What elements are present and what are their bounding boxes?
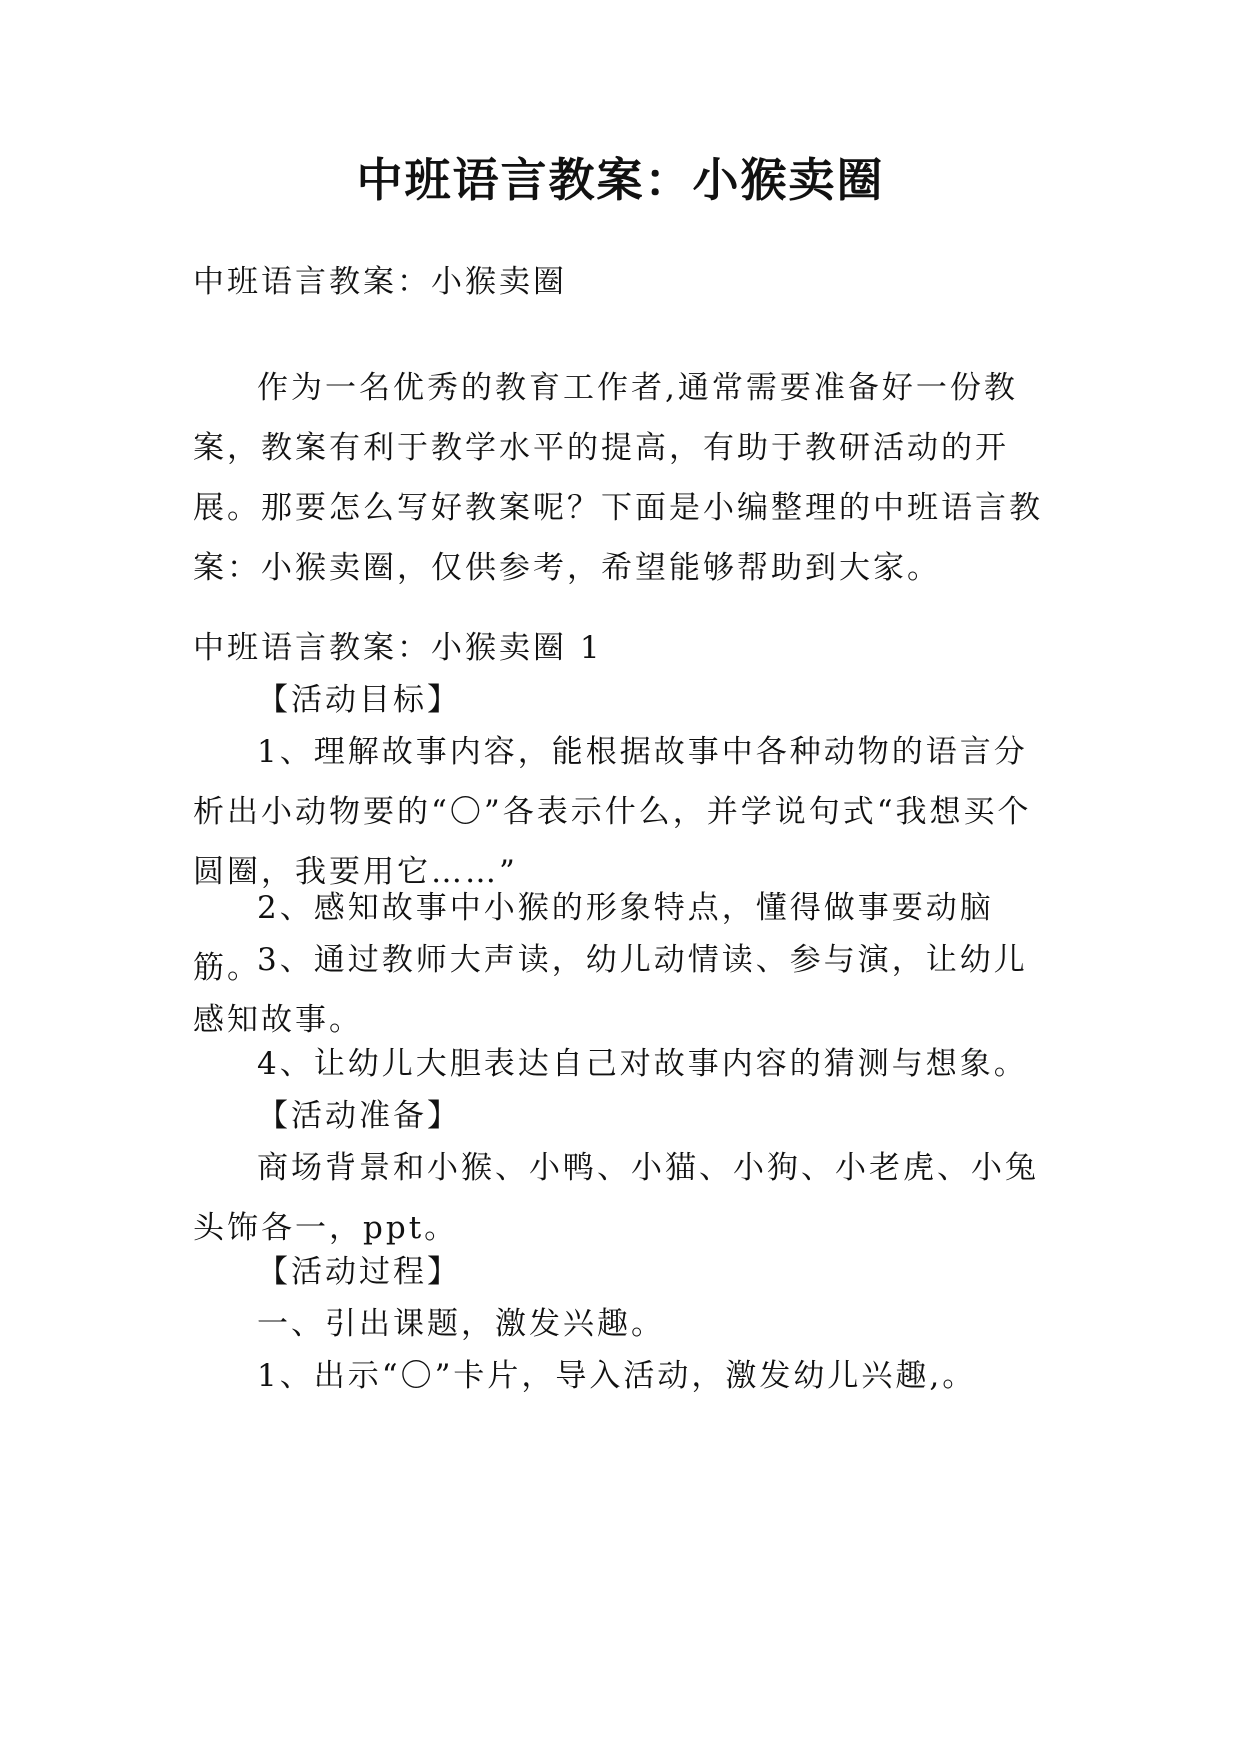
goal-item-1: 1、理解故事内容，能根据故事中各种动物的语言分析出小动物要的“〇”各表示什么，并学说句式“我想买个圆圈，我要用它……” (193, 734, 1032, 890)
process-step-1: 一、引出课题，激发兴趣。 (257, 1306, 665, 1342)
process-heading: 【活动过程】 (257, 1254, 461, 1290)
prep-text: 商场背景和小猴、小鸭、小猫、小狗、小老虎、小兔头饰各一，ppt。 (193, 1150, 1039, 1246)
prep-heading: 【活动准备】 (257, 1098, 461, 1134)
intro-paragraph: 作为一名优秀的教育工作者,通常需要准备好一份教案，教案有利于教学水平的提高，有助于教研活动的开展。那要怎么写好教案呢？下面是小编整理的中班语言教案：小猴卖圈，仅供参考，希望能够帮助到大家。 (193, 370, 1043, 586)
goals-heading: 【活动目标】 (257, 682, 461, 718)
goal-item-2: 2、感知故事中小猴的形象特点，懂得做事要动脑筋。 (193, 890, 994, 986)
process-step-1-1: 1、出示“〇”卡片，导入活动，激发幼儿兴趣,。 (257, 1358, 977, 1394)
document-title: 中班语言教案：小猴卖圈 (356, 153, 885, 207)
document-subtitle: 中班语言教案：小猴卖圈 (193, 264, 567, 300)
section-heading: 中班语言教案：小猴卖圈 1 (193, 630, 603, 666)
goal-item-4: 4、让幼儿大胆表达自己对故事内容的猜测与想象。 (257, 1046, 1028, 1082)
goal-item-3: 3、通过教师大声读，幼儿动情读、参与演，让幼儿感知故事。 (193, 942, 1028, 1038)
